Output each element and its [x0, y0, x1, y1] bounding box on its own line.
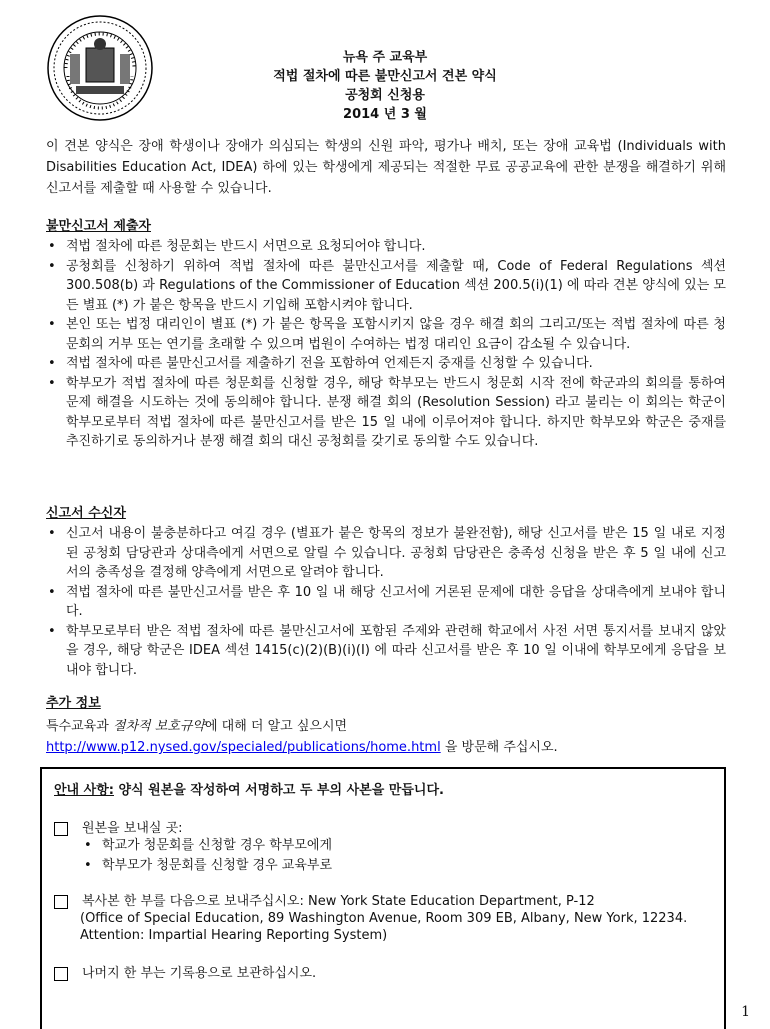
checklist-item-copy: 복사본 한 부를 다음으로 보내주십시오: New York State Education Department, P-12 [54, 890, 595, 909]
checklist-item-keep: 나머지 한 부는 기록용으로 보관하십시오. [54, 962, 316, 981]
checkbox-original[interactable] [54, 822, 68, 836]
list-item: • 학부모가 청문회를 신청할 경우 교육부로 [80, 856, 332, 876]
original-recipients-list [80, 836, 332, 876]
checkbox-keep[interactable] [54, 967, 68, 981]
recipient-list [46, 524, 726, 680]
more-info-text: 특수교육과 절차적 보호규약에 대해 더 알고 싶으시면 http://www.p12.nysed.gov/specialed/publications/home.html 을 방문해 주십시오. [46, 719, 558, 755]
italic-term: 절차적 보호규약 [112, 719, 205, 734]
header-date: 2014 년 3 월 [343, 107, 427, 122]
page-number: 1 [741, 1004, 750, 1020]
list-item: • 본인 또는 법정 대리인이 별표 (*) 가 붙은 항목을 포함시키지 않을 경우 해결 회의 그리고/또는 적법 절차에 따른 청문회의 거부 또는 연기를 초래할 수 있으며 법원이 수여하는 법정 대리인 요금이 감소될 수 있습니다. [46, 315, 726, 354]
checkbox-copy[interactable] [54, 895, 68, 909]
checklist-item-original: 원본을 보내실 곳: [54, 817, 183, 836]
document-header [0, 48, 770, 124]
list-item: • 적법 절차에 따른 불만신고서를 받은 후 10 일 내 해당 신고서에 거론된 문제에 대한 응답을 상대측에게 보내야 합니다. [46, 583, 726, 622]
section-title-filer: 불만신고서 제출자 [46, 219, 151, 234]
list-item: • 적법 절차에 따른 청문회는 반드시 서면으로 요청되어야 합니다. [46, 237, 726, 257]
filer-list [46, 237, 726, 452]
header-agency: 뉴욕 주 교육부 [342, 50, 428, 65]
section-title-more-info: 추가 정보 [46, 696, 101, 711]
copy-address-line2: Attention: Impartial Hearing Reporting System) [80, 928, 388, 943]
list-item: • 적법 절차에 따른 불만신고서를 제출하기 전을 포함하여 언제든지 중재를 신청할 수 있습니다. [46, 354, 726, 374]
list-item: • 학부모로부터 받은 적법 절차에 따른 불만신고서에 포함된 주제와 관련해 학교에서 사전 서면 통지서를 보내지 않았을 경우, 해당 학군은 IDEA 섹션 1415(c)(2)(B)(i)(I) 에 따라 신고서를 받은 후 10 일 이내에 학부모에게 응답을 보내야 합니다. [46, 622, 726, 681]
list-item: • 신고서 내용이 불충분하다고 여길 경우 (별표가 붙은 항목의 정보가 불완전함), 해당 신고서를 받은 15 일 내로 지정된 공청회 담당관과 상대측에게 서면으로 알릴 수 있습니다. 공청회 담당관은 충족성 신청을 받은 후 5 일 내에 신고서의 충족성을 결정해 양측에게 서면으로 알려야 합니다. [46, 524, 726, 583]
copy-address-line1: (Office of Special Education, 89 Washington Avenue, Room 309 EB, Albany, New York, 12234. [80, 911, 688, 926]
intro-paragraph: 이 견본 양식은 장애 학생이나 장애가 의심되는 학생의 신원 파악, 평가나 배치, 또는 장애 교육법 (Individuals with Disabilities Education Act, IDEA) 하에 있는 학생에게 제공되는 적절한 무료 공공교육에 관한 분쟁을 해결하기 위해 신고서를 제출할 때 사용할 수 있습니다. [46, 139, 726, 196]
header-subtitle: 공청회 신청용 [345, 88, 425, 103]
section-title-recipient: 신고서 수신자 [46, 506, 126, 521]
publications-link[interactable]: http://www.p12.nysed.gov/specialed/publications/home.html [46, 740, 441, 755]
notice-heading: 안내 사항: 양식 원본을 작성하여 서명하고 두 부의 사본을 만듭니다. [54, 783, 444, 798]
notice-box [40, 767, 726, 1029]
list-item: • 학교가 청문회를 신청할 경우 학부모에게 [80, 836, 332, 856]
list-item: • 공청회를 신청하기 위하여 적법 절차에 따른 불만신고서를 제출할 때, Code of Federal Regulations 섹션 300.508(b) 과 Regulations of the Commissioner of Education 섹션 200.5(i)(1) 에 따라 견본 양식에 있는 모든 별표 (*) 가 붙은 항목을 반드시 기입해 포함시켜야 합니다. [46, 257, 726, 316]
list-item: • 학부모가 적법 절차에 따른 청문회를 신청할 경우, 해당 학부모는 반드시 청문회 시작 전에 학군과의 회의를 통하여 문제 해결을 시도하는 것에 동의해야 합니다. 분쟁 해결 회의 (Resolution Session) 라고 불리는 이 회의는 학군이 학부모로부터 적법 절차에 따른 불만신고서를 받은 15 일 내에 이루어져야 합니다. 하지만 학부모와 학군은 중재를 추진하기로 동의하거나 분쟁 해결 회의 대신 공청회를 갖기로 동의할 수도 있습니다. [46, 374, 726, 452]
header-title: 적법 절차에 따른 불만신고서 견본 약식 [273, 69, 497, 84]
